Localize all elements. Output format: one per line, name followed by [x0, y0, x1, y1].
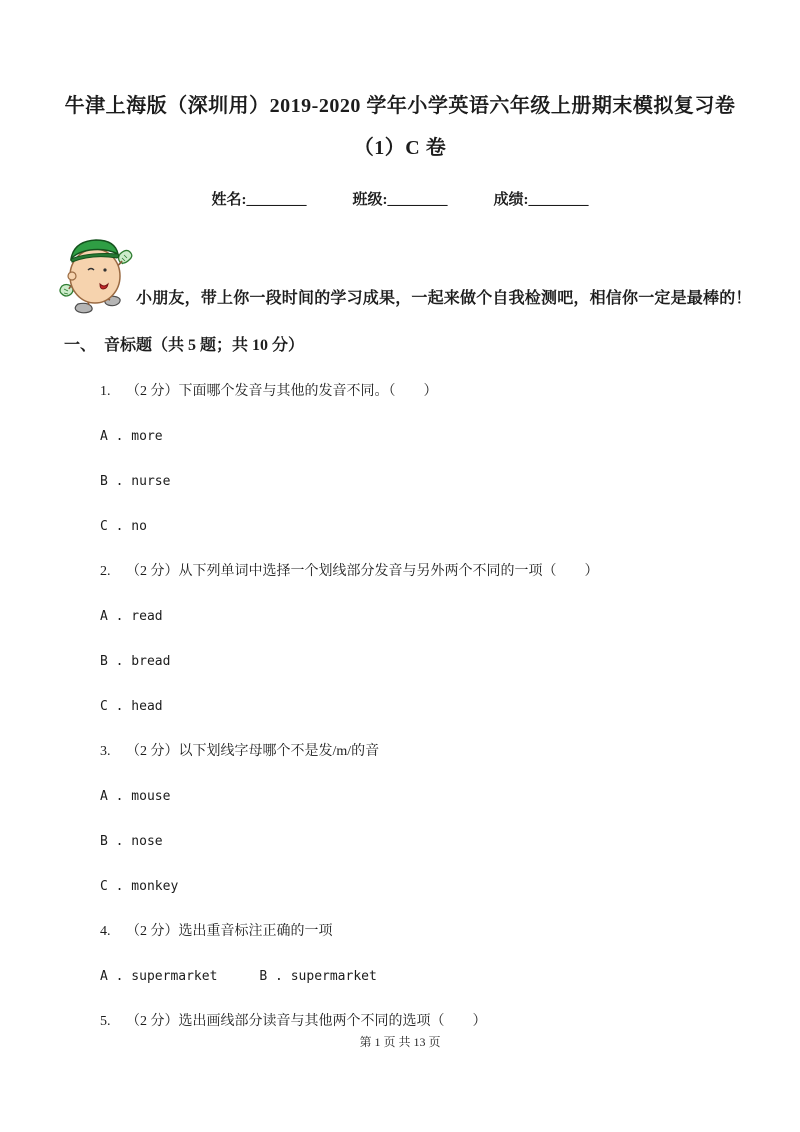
question-text: （2 分）下面哪个发音与其他的发音不同。（ ）: [126, 384, 438, 399]
question-3: [100, 742, 800, 761]
page-footer: 第 1 页 共 13 页: [359, 1035, 441, 1049]
question-4-options-row: [100, 967, 800, 986]
question-3-option-a: A . mouse: [100, 789, 171, 804]
score-field: [494, 190, 589, 210]
question-3-option-c: C . monkey: [100, 879, 179, 894]
section-heading: 一、 音标题（共 5 题；共 10 分）: [64, 337, 305, 354]
question-2-option-c: C . head: [100, 699, 163, 714]
exam-title-line2: （1）C 卷: [353, 137, 447, 159]
question-2: [100, 562, 800, 581]
name-field: [212, 190, 307, 210]
question-text: （2 分）选出画线部分读音与其他两个不同的选项（ ）: [126, 1014, 487, 1029]
student-meta-row: [0, 190, 800, 210]
question-list: [0, 382, 800, 1031]
question-5: [100, 1012, 800, 1031]
question-2-option-b: B . bread: [100, 654, 171, 669]
question-text: （2 分）选出重音标注正确的一项: [126, 924, 333, 939]
waving-child-mascot-icon: [58, 232, 136, 316]
question-3-option-b: B . nose: [100, 834, 163, 849]
question-number: 5.: [100, 1014, 111, 1029]
question-number: 1.: [100, 384, 111, 399]
question-1-option-a: A . more: [100, 429, 163, 444]
question-2-option-a: A . read: [100, 609, 163, 624]
class-field: [353, 190, 448, 210]
intro-text: 小朋友，带上你一段时间的学习成果，一起来做个自我检测吧，相信你一定是最棒的！: [136, 290, 752, 307]
question-text: （2 分）以下划线字母哪个不是发/m/的音: [126, 744, 380, 759]
exam-title-line1: 牛津上海版（深圳用）2019-2020 学年小学英语六年级上册期末模拟复习卷: [64, 95, 736, 117]
question-4-option-b: B . supermarket: [259, 969, 377, 984]
class-label: 班级:: [352, 192, 388, 208]
question-text: （2 分）从下列单词中选择一个划线部分发音与另外两个不同的一项（ ）: [126, 564, 599, 579]
name-blank: ________: [246, 192, 307, 208]
question-number: 4.: [100, 924, 111, 939]
question-4: [100, 922, 800, 941]
name-label: 姓名:: [211, 192, 247, 208]
question-number: 3.: [100, 744, 111, 759]
intro-row: [58, 234, 760, 316]
score-label: 成绩:: [493, 192, 529, 208]
question-1-option-b: B . nurse: [100, 474, 171, 489]
question-1: [100, 382, 800, 401]
question-number: 2.: [100, 564, 111, 579]
question-1-option-c: C . no: [100, 519, 147, 534]
class-blank: ________: [387, 192, 448, 208]
score-blank: ________: [528, 192, 589, 208]
question-4-option-a: A . supermarket: [100, 969, 218, 984]
